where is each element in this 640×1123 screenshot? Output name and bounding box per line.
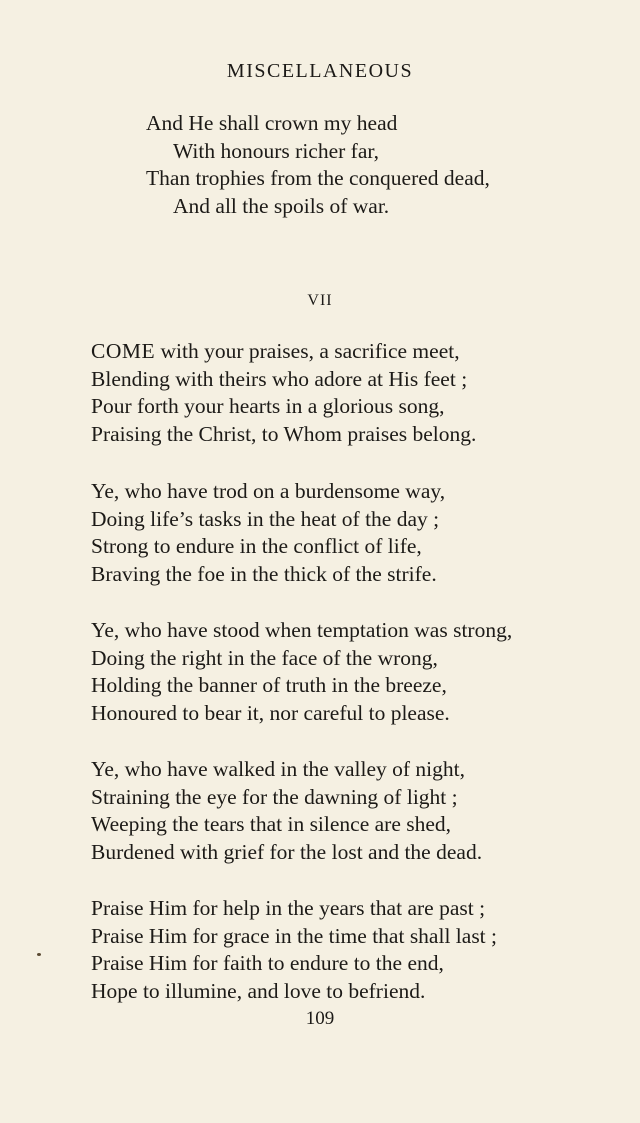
section-numeral: VII	[307, 292, 333, 309]
verse-line: And He shall crown my head	[146, 111, 398, 135]
verse-line-rest: with your praises, a sacrifice meet,	[155, 339, 460, 363]
verse-line: Strong to endure in the conflict of life,	[91, 534, 422, 558]
verse-line: Praise Him for faith to endure to the end,	[91, 951, 444, 975]
verse-line: Ye, who have trod on a burdensome way,	[91, 479, 446, 503]
verse-line: Doing life’s tasks in the heat of the day ;	[91, 506, 440, 531]
verse-line: Honoured to bear it, nor careful to please.	[91, 700, 450, 725]
verse-line: Straining the eye for the dawning of light ;	[91, 784, 458, 809]
verse-line: Praise Him for grace in the time that shall last ;	[91, 923, 498, 948]
verse-line: And all the spoils of war.	[173, 193, 390, 218]
verse-line: Burdened with grief for the lost and the dead.	[91, 839, 483, 864]
opening-stanza	[146, 110, 490, 220]
verse-line: Hope to illumine, and love to befriend.	[91, 978, 426, 1003]
stanza-4	[91, 756, 482, 866]
verse-line	[91, 338, 476, 366]
verse-line: Doing the right in the face of the wrong,	[91, 645, 438, 670]
verse-line: Praising the Christ, to Whom praises belong.	[91, 421, 477, 446]
verse-line: Braving the foe in the thick of the strife.	[91, 561, 437, 586]
running-head: MISCELLANEOUS	[226, 60, 414, 82]
verse-line: Than trophies from the conquered dead,	[146, 166, 490, 190]
verse-line: Ye, who have stood when temptation was strong,	[91, 618, 513, 642]
verse-line: Blending with theirs who adore at His feet ;	[91, 366, 468, 391]
verse-line: Weeping the tears that in silence are shed,	[91, 812, 452, 836]
verse-line: Ye, who have walked in the valley of night,	[91, 757, 465, 781]
smallcaps-first-word: COME	[91, 339, 156, 363]
stanza-2	[91, 478, 445, 588]
verse-line: With honours richer far,	[173, 138, 380, 163]
stanza-3	[91, 617, 512, 727]
verse-line: Pour forth your hearts in a glorious song,	[91, 394, 445, 418]
stanza-1	[91, 338, 476, 448]
page-number: 109	[305, 1008, 335, 1029]
verse-line: Praise Him for help in the years that are past ;	[91, 896, 486, 920]
verse-line: Holding the banner of truth in the breeze,	[91, 673, 447, 697]
ink-speck	[37, 953, 41, 956]
stanza-5	[91, 895, 497, 1005]
